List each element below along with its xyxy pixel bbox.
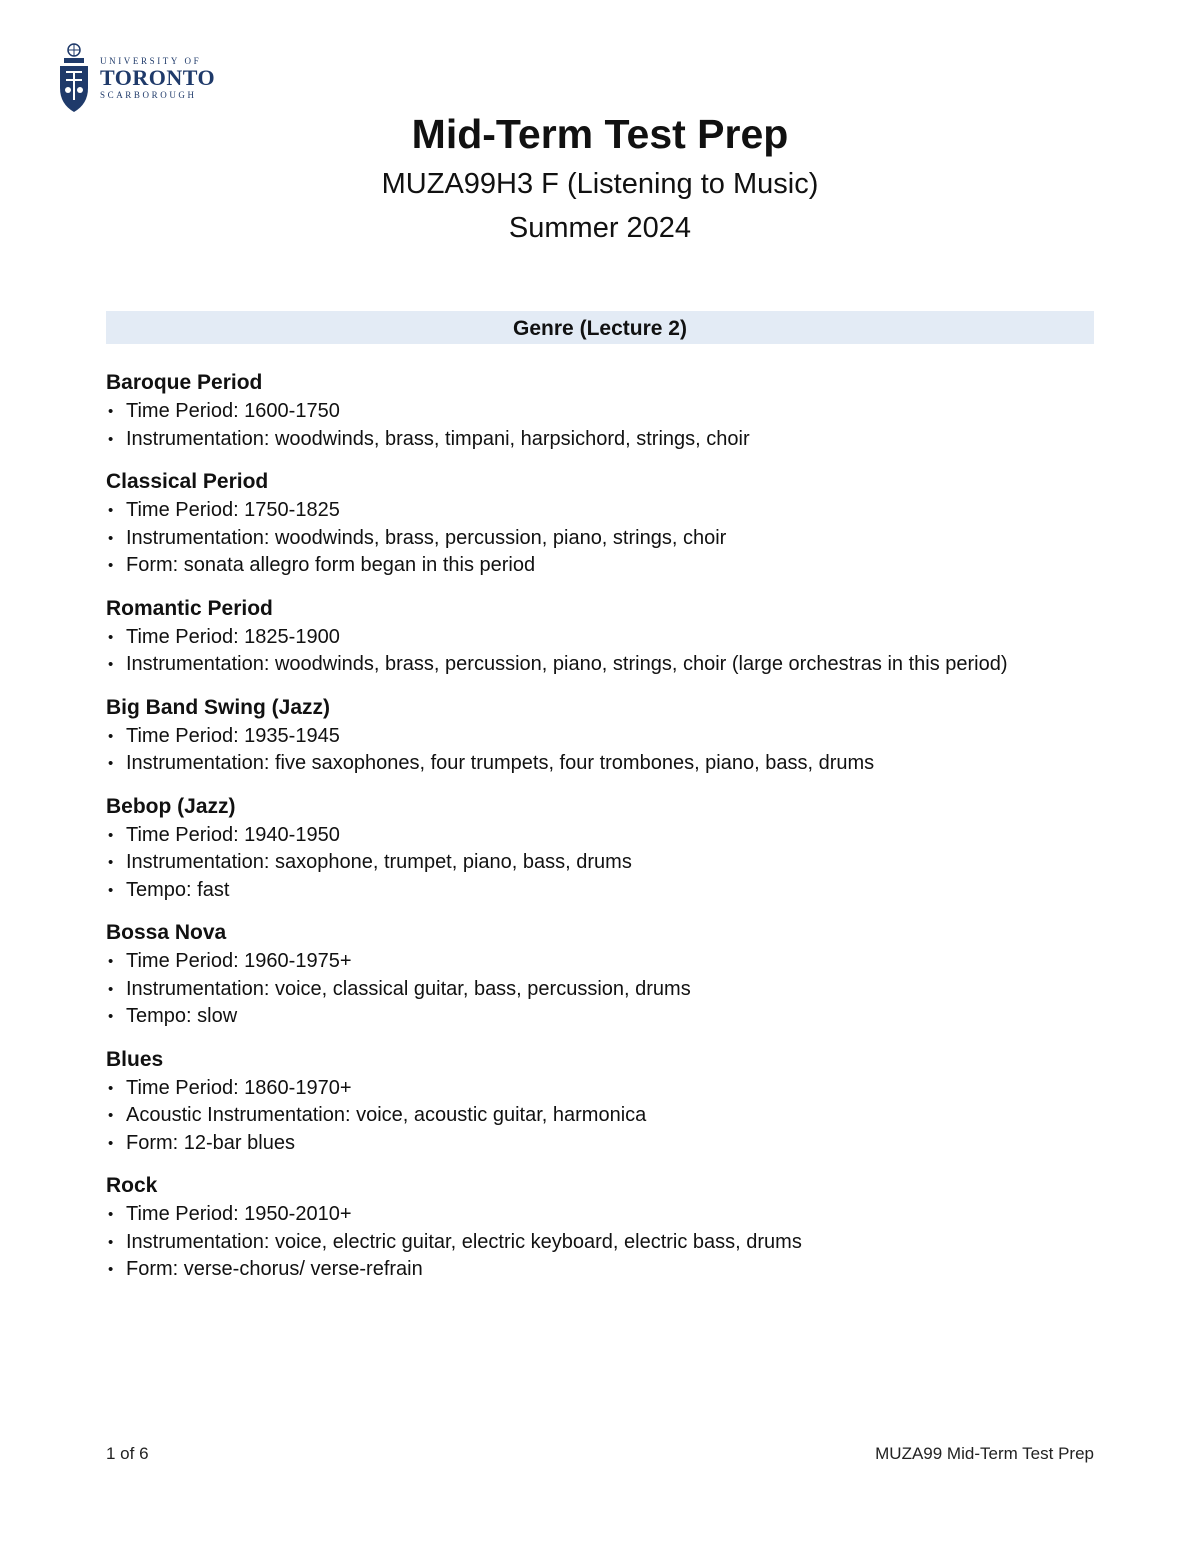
bullet-item: • Time Period: 1960-1975+ xyxy=(106,948,1096,976)
genre-title: Romantic Period xyxy=(106,596,273,620)
genre-bullet-list xyxy=(106,624,1096,679)
section-heading: Genre (Lecture 2) xyxy=(513,317,687,340)
logo-wordmark xyxy=(100,56,215,100)
genre-title: Bebop (Jazz) xyxy=(106,794,236,818)
logo-line-toronto: TORONTO xyxy=(100,65,216,90)
course-name: MUZA99H3 F (Listening to Music) xyxy=(381,168,819,200)
genre-bullet-list xyxy=(106,822,1096,905)
genre-title: Rock xyxy=(106,1174,158,1197)
bullet-item: • Tempo: fast xyxy=(106,877,1096,905)
bullet-item: • Instrumentation: woodwinds, brass, timpani, harpsichord, strings, choir xyxy=(106,426,1096,454)
bullet-item: • Instrumentation: voice, classical guitar, bass, percussion, drums xyxy=(106,976,1096,1004)
genre-bullet-list xyxy=(106,948,1096,1031)
bullet-item: • Form: verse-chorus/ verse-refrain xyxy=(106,1256,1096,1284)
genre-section xyxy=(106,1045,1096,1158)
genre-title: Classical Period xyxy=(106,470,269,493)
genre-list xyxy=(106,368,1096,1298)
bullet-item: • Acoustic Instrumentation: voice, acoustic guitar, harmonica xyxy=(106,1102,1096,1130)
bullet-item: • Instrumentation: woodwinds, brass, percussion, piano, strings, choir (large orchestras in this period) xyxy=(106,651,1096,679)
page-title: Mid-Term Test Prep xyxy=(411,111,789,157)
section-heading-bar xyxy=(106,311,1094,344)
genre-section xyxy=(106,368,1096,453)
bullet-item: • Time Period: 1600-1750 xyxy=(106,398,1096,426)
bullet-item: • Time Period: 1860-1970+ xyxy=(106,1075,1096,1103)
bullet-item: • Time Period: 1940-1950 xyxy=(106,822,1096,850)
term-label: Summer 2024 xyxy=(508,212,692,244)
genre-bullet-list xyxy=(106,1075,1096,1158)
genre-bullet-list xyxy=(106,497,1096,580)
logo-line-scarborough: SCARBOROUGH xyxy=(100,90,197,100)
page-number: 1 of 6 xyxy=(106,1444,149,1463)
bullet-item: • Time Period: 1935-1945 xyxy=(106,723,1096,751)
bullet-item: • Time Period: 1750-1825 xyxy=(106,497,1096,525)
bullet-item: • Time Period: 1825-1900 xyxy=(106,624,1096,652)
genre-section xyxy=(106,693,1096,778)
genre-title: Baroque Period xyxy=(106,371,263,394)
crest-icon xyxy=(54,42,94,114)
bullet-item: • Instrumentation: saxophone, trumpet, piano, bass, drums xyxy=(106,849,1096,877)
bullet-item: • Instrumentation: woodwinds, brass, percussion, piano, strings, choir xyxy=(106,525,1096,553)
bullet-item: • Form: sonata allegro form began in this period xyxy=(106,552,1096,580)
genre-title: Blues xyxy=(106,1047,164,1071)
genre-section xyxy=(106,594,1096,679)
genre-bullet-list xyxy=(106,398,1096,453)
bullet-item: • Instrumentation: voice, electric guitar, electric keyboard, electric bass, drums xyxy=(106,1229,1096,1257)
genre-title: Big Band Swing (Jazz) xyxy=(106,695,331,719)
genre-section xyxy=(106,467,1096,580)
bullet-item: • Time Period: 1950-2010+ xyxy=(106,1201,1096,1229)
logo-line-university: UNIVERSITY OF xyxy=(100,56,202,66)
bullet-item: • Form: 12-bar blues xyxy=(106,1130,1096,1158)
genre-bullet-list xyxy=(106,1201,1096,1284)
genre-title: Bossa Nova xyxy=(106,921,227,944)
bullet-item: • Tempo: slow xyxy=(106,1003,1096,1031)
footer-doc-title: MUZA99 Mid-Term Test Prep xyxy=(875,1444,1094,1463)
genre-bullet-list xyxy=(106,723,1096,778)
document-header xyxy=(0,106,1200,250)
genre-section xyxy=(106,1171,1096,1284)
genre-section xyxy=(106,792,1096,905)
genre-section xyxy=(106,918,1096,1031)
bullet-item: • Instrumentation: five saxophones, four trumpets, four trombones, piano, bass, drums xyxy=(106,750,1096,778)
